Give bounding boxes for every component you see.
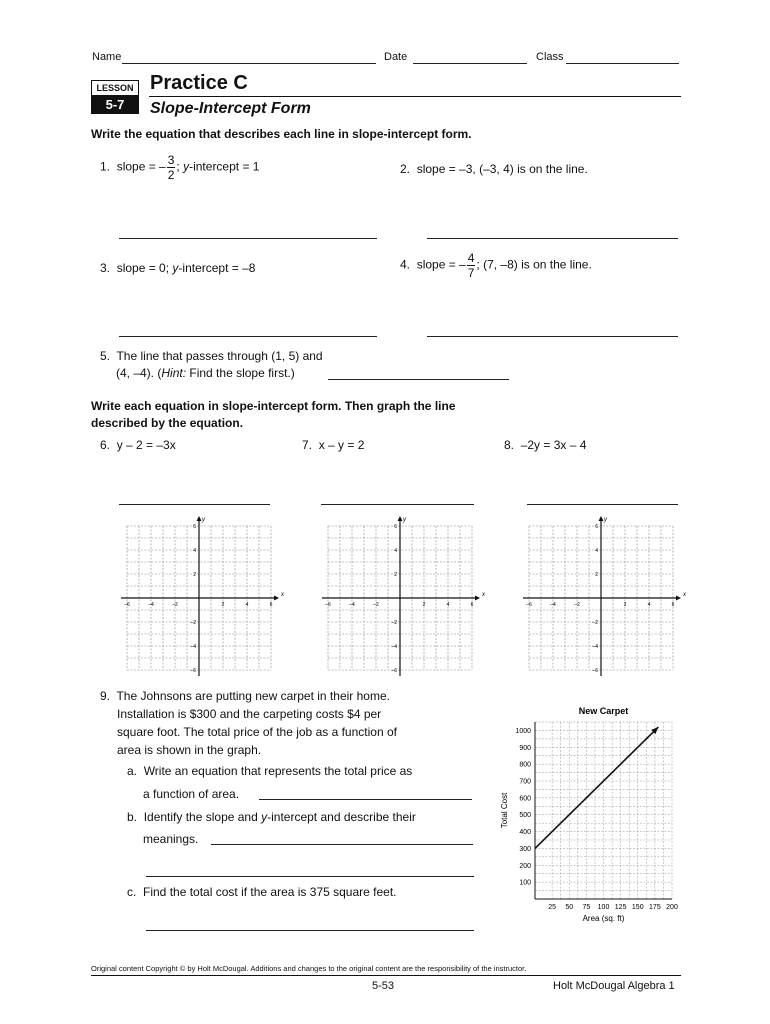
problem-9a-line2: a function of area. — [143, 787, 240, 801]
x-tick-label: 2 — [623, 602, 627, 608]
chart-x-tick-label: 175 — [649, 904, 661, 911]
y-tick-label: 4 — [394, 548, 397, 554]
x-tick-label: 2 — [422, 602, 426, 608]
class-field-line[interactable] — [566, 63, 679, 64]
problem-1: 1. slope = – $\frac{3}{2}$ ; y-intercept = 1 — [100, 153, 260, 182]
x-tick-label: 6 — [269, 602, 273, 608]
y-axis-label: y — [202, 517, 205, 523]
x-tick-label: –6 — [124, 602, 130, 608]
x-arrow-icon — [274, 596, 279, 601]
answer-line-8[interactable] — [527, 504, 678, 505]
x-tick-label: 4 — [245, 602, 249, 608]
x-tick-label: 4 — [647, 602, 651, 608]
problem-8: 8. –2y = 3x – 4 — [504, 438, 587, 452]
answer-line-9a[interactable] — [259, 799, 472, 800]
y-tick-label: –2 — [391, 620, 397, 626]
x-tick-label: –4 — [349, 602, 355, 608]
y-tick-label: 2 — [394, 572, 397, 578]
x-tick-label: –2 — [373, 602, 379, 608]
y-tick-label: –6 — [391, 668, 397, 674]
lesson-number: 5-7 — [91, 96, 139, 114]
y-tick-label: –2 — [592, 620, 598, 626]
x-tick-label: 6 — [470, 602, 474, 608]
section1-instruction: Write the equation that describes each line in slope-intercept form. — [91, 127, 472, 141]
chart-x-tick-label: 100 — [597, 904, 610, 911]
answer-line-7[interactable] — [321, 504, 474, 505]
answer-line-9b-2[interactable] — [146, 876, 474, 877]
y-tick-label: –4 — [391, 644, 397, 650]
problem-9a: a. Write an equation that represents the total price as — [127, 764, 413, 778]
y-arrow-icon — [398, 516, 403, 521]
chart-y-tick-label: 1000 — [515, 727, 531, 735]
name-label: Name — [92, 51, 122, 63]
copyright-notice: Original content Copyright © by Holt McDougal. Additions and changes to the original content are the responsibility of the instructor. — [91, 964, 527, 973]
chart-y-tick-label: 500 — [519, 812, 531, 820]
chart-x-tick-label: 150 — [631, 904, 644, 911]
problem-9: 9. The Johnsons are putting new carpet in their home. Installation is $300 and the carpeting costs $4 per square foot. The total price of the job as a function of area is shown in the graph. — [100, 689, 397, 757]
y-tick-label: 6 — [193, 524, 196, 530]
y-tick-label: –6 — [190, 668, 196, 674]
y-tick-label: 2 — [595, 572, 598, 578]
x-tick-label: 4 — [446, 602, 450, 608]
x-axis-label: x — [683, 592, 686, 598]
problem-2: 2. slope = –3, (–3, 4) is on the line. — [400, 162, 588, 176]
chart-y-tick-label: 700 — [519, 778, 531, 786]
chart-y-tick-label: 200 — [519, 862, 531, 870]
chart-y-tick-label: 900 — [519, 744, 531, 752]
x-arrow-icon — [475, 596, 480, 601]
y-tick-label: 2 — [193, 572, 196, 578]
y-tick-label: –4 — [190, 644, 196, 650]
chart-x-tick-label: 25 — [548, 904, 557, 911]
coordinate-grid-7[interactable] — [320, 508, 485, 678]
class-label: Class — [536, 51, 564, 63]
problem-6: 6. y – 2 = –3x — [100, 438, 176, 452]
y-tick-label: 4 — [595, 548, 598, 554]
x-tick-label: –4 — [550, 602, 556, 608]
chart-x-tick-label: 75 — [582, 904, 591, 911]
carpet-chart — [490, 700, 690, 935]
answer-line-2[interactable] — [427, 238, 678, 239]
chart-x-tick-label: 125 — [614, 904, 627, 911]
section2-instruction: Write each equation in slope-intercept form. Then graph the line described by the equation. — [91, 399, 456, 430]
chart-x-tick-label: 200 — [666, 904, 678, 911]
footer-rule — [91, 975, 681, 976]
x-tick-label: –4 — [148, 602, 154, 608]
answer-line-4[interactable] — [427, 336, 678, 337]
chart-y-tick-label: 400 — [519, 829, 531, 837]
x-tick-label: –2 — [574, 602, 580, 608]
answer-line-6[interactable] — [119, 504, 270, 505]
y-arrow-icon — [197, 516, 202, 521]
answer-line-3[interactable] — [119, 336, 377, 337]
chart-series-line — [535, 727, 658, 848]
problem-9c: c. Find the total cost if the area is 375 square feet. — [127, 885, 397, 899]
chart-x-axis-label: Area (sq. ft) — [582, 914, 625, 923]
problem-9b: b. Identify the slope and y-intercept and describe their — [127, 810, 416, 824]
title-rule — [149, 96, 681, 97]
answer-line-5[interactable] — [328, 379, 509, 380]
chart-y-tick-label: 100 — [519, 879, 531, 887]
y-tick-label: –2 — [190, 620, 196, 626]
page-number: 5-53 — [372, 980, 395, 992]
y-tick-label: 6 — [595, 524, 598, 530]
x-tick-label: –6 — [526, 602, 532, 608]
page-subtitle: Slope-Intercept Form — [150, 100, 311, 117]
x-tick-label: 6 — [671, 602, 675, 608]
x-axis-label: x — [482, 592, 485, 598]
x-tick-label: –2 — [172, 602, 178, 608]
problem-3: 3. slope = 0; y-intercept = –8 — [100, 261, 256, 275]
page-title: Practice C — [150, 72, 248, 94]
date-field-line[interactable] — [413, 63, 527, 64]
chart-y-axis-label: Total Cost — [500, 792, 509, 829]
problem-7: 7. x – y = 2 — [302, 438, 365, 452]
chart-y-tick-label: 300 — [519, 845, 531, 853]
y-tick-label: 4 — [193, 548, 196, 554]
answer-line-1[interactable] — [119, 238, 377, 239]
x-tick-label: 2 — [221, 602, 225, 608]
name-field-line[interactable] — [122, 63, 376, 64]
x-arrow-icon — [676, 596, 681, 601]
y-tick-label: 6 — [394, 524, 397, 530]
x-axis-label: x — [281, 592, 284, 598]
lesson-label: LESSON — [91, 80, 139, 96]
chart-y-tick-label: 800 — [519, 761, 531, 769]
y-arrow-icon — [599, 516, 604, 521]
problem-5: 5. The line that passes through (1, 5) and (4, –4). (Hint: Find the slope first.) — [100, 349, 323, 380]
problem-9b-line2: meanings. — [143, 832, 199, 846]
answer-line-9c[interactable] — [146, 930, 474, 931]
y-tick-label: –4 — [592, 644, 598, 650]
date-label: Date — [384, 51, 408, 63]
coordinate-grid-8[interactable] — [521, 508, 686, 678]
x-tick-label: –6 — [325, 602, 331, 608]
chart-x-tick-label: 50 — [565, 904, 574, 911]
y-axis-label: y — [604, 517, 607, 523]
chart-title: New Carpet — [578, 706, 629, 716]
answer-line-9b-1[interactable] — [211, 844, 473, 845]
problem-4: 4. slope = – $\frac{4}{7}$ ; (7, –8) is on the line. — [400, 251, 592, 280]
coordinate-grid-6[interactable] — [119, 508, 284, 678]
chart-y-tick-label: 600 — [519, 795, 531, 803]
book-title: Holt McDougal Algebra 1 — [553, 980, 675, 992]
y-tick-label: –6 — [592, 668, 598, 674]
y-axis-label: y — [403, 517, 406, 523]
